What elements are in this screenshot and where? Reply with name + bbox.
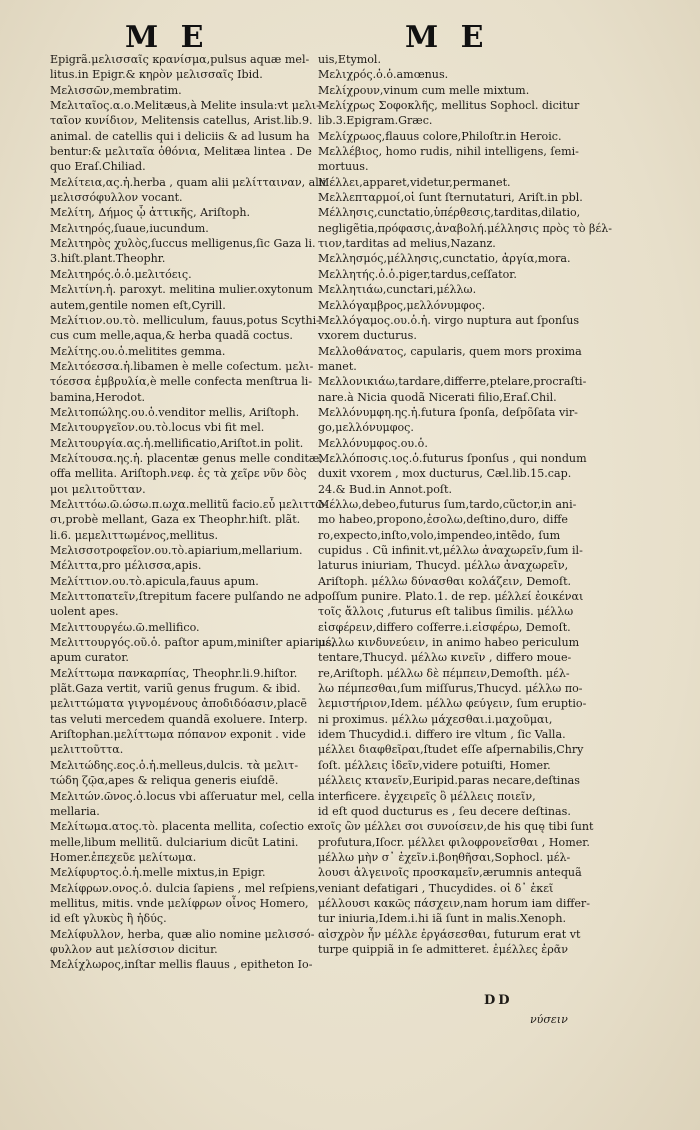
text-line: Homer.ἐπεχεῦε μελίτωμα.	[50, 850, 197, 864]
text-line: Μελίχρως Σοφοκλῆς, mellitus Sophocl. dicitur	[318, 99, 580, 113]
text-line: μελιττώματα γιγνομένους ἀποδιδόασιν,placē	[50, 697, 307, 711]
text-line: Μελλόποσις.ιος.ὁ.futurus ſponſus , qui nondum	[318, 451, 587, 465]
text-line: poſſum punire. Plato.1. de rep. μέλλεί ἐοικέναι	[318, 590, 584, 604]
text-line: Μελιττόω.ῶ.ώσω.π.ωχα.mellitũ facio.εὖ μελιττῶ-	[50, 497, 329, 511]
text-line: 24.& Bud.in Annot.poſt.	[318, 482, 453, 496]
text-line: apum curator.	[50, 651, 129, 665]
text-line: τώδη ζῷα,apes & reliqua generis eiuſdē.	[50, 774, 279, 788]
text-line: σι,probè mellant, Gaza ex Theophr.hiſt. plãt.	[50, 513, 301, 527]
text-line: Μελλόγαμβρος,μελλόνυμφος.	[318, 298, 486, 312]
text-line: ſoſt. μέλλεις ἰδεῖν,videre potuiſti, Homer.	[318, 758, 551, 772]
text-line: duxit vxorem , mox ducturus, Cæl.lib.15.cap.	[318, 467, 572, 481]
text-line: Μελιτουργία.ας.ἡ.mellificatio,Ariſtot.in polit.	[50, 436, 304, 450]
text-line: tentare,Thucyd. μέλλω κινεῖν , differo moue-	[318, 651, 572, 665]
text-line: Μελλησμός,μέλλησις,cunctatio, ἀργία,mora.	[318, 252, 571, 266]
text-line: li.6. μεμελιττωμένος,mellitus.	[50, 528, 219, 542]
text-line: quo Eraſ.Chiliad.	[50, 160, 146, 174]
text-line: Μελιταῖος.α.ο.Melitæus,à Melite insula:vt μελι-	[50, 99, 320, 113]
text-line: Μελίχλωρος,inſtar mellis flauus , epitheton Io-	[50, 958, 313, 972]
text-line: uis,Etymol.	[318, 53, 382, 66]
text-line: mellaria.	[50, 804, 100, 818]
text-line: veniant defatigari , Thucydides. οἱ δ᾽ ἐκεῖ	[318, 881, 554, 895]
text-line: Μελλητής.ὁ.ὁ.piger,tardus,ceſſator.	[318, 267, 517, 281]
text-line: μέλλουσι κακῶς πάσχειν,nam horum iam differ-	[318, 896, 590, 910]
text-line: μέλλει διαφθεῖραι,ſtudet eſſe aſpernabilis,Chry	[318, 743, 584, 757]
text-line: Epigrã.μελισσαῖς κρανίσμα,pulsus aquæ mel-	[50, 53, 310, 66]
text-line: ταῖον κυνίδιον, Melitensis catellus, Arist.lib.9.	[50, 114, 313, 128]
text-line: bamina,Herodot.	[50, 390, 146, 404]
text-line: go,μελλόνυμφος.	[318, 421, 414, 435]
text-line: Μελιχρός.ὁ.ὁ.amœnus.	[318, 68, 449, 82]
text-line: Μελλόνυμφος.ου.ὁ.	[318, 436, 428, 450]
text-line: τοῖς ἄλλοις ,futurus eſt talibus ſimilis. μέλλω	[318, 605, 574, 619]
text-line: λω πέμπεσθαι,ſum miſſurus,Thucyd. μέλλω πο-	[318, 682, 583, 696]
text-line: uolent apes.	[50, 605, 119, 619]
text-line: Μέλλησις,cunctatio,ὑπέρθεσις,tarditas,dilatio,	[318, 206, 581, 220]
text-line: μοι μελιτοῦτταν.	[50, 482, 146, 496]
text-line: μέλλω μὴν σ᾽ ἐχεῖν.i.βοηθῆσαι,Sophocl. μέλ-	[318, 850, 571, 864]
text-line: id eſt γλυκὺς ἢ ἡδύς.	[50, 912, 167, 926]
text-line: ro,expecto,inſto,volo,impendeo,intẽdo, ſum	[318, 528, 561, 542]
text-line: tas veluti mercedem quandã exoluere. Interp.	[50, 712, 308, 726]
text-line: laturus iniuriam, Thucyd. μέλλω ἀναχωρεῖν,	[318, 559, 569, 573]
text-line: bentur:& μελιταῖα ὀθόνια, Melitæa lintea . De	[50, 145, 312, 159]
text-line: Μελιτών.ῶνος.ὁ.locus vbi aſſeruatur mel, cella	[50, 789, 315, 803]
text-line: εἰσφέρειν,differo coſferre.i.εἰσφέρω, Demoſt.	[318, 620, 571, 634]
text-line: Μελλητιάω,cunctari,μέλλω.	[318, 283, 477, 297]
text-line: Μελλοθάνατος, capularis, quem mors proxima	[318, 344, 582, 358]
right-column	[318, 52, 613, 957]
text-line: re,Ariſtoph. μέλλω δὲ πέμπειν,Demoſth. μέλ-	[318, 666, 570, 680]
text-line: Μελίφυρτος.ὁ.ἡ.melle mixtus,in Epigr.	[50, 866, 266, 880]
text-line: 3.hiſt.plant.Theophr.	[50, 252, 166, 266]
text-line: λεμιστήριον,Idem. μέλλω φεύγειν, ſum eruptio-	[318, 697, 587, 711]
text-line: Μελλέβιος, homo rudis, nihil intelligens, ſemi-	[318, 145, 579, 159]
text-line: τιον,tarditas ad melius,Nazanz.	[318, 237, 496, 251]
text-line: cupidus . Cũ infinit.vt,μέλλω ἀναχωρεῖν,ſum il-	[318, 544, 583, 557]
header-left: M E	[125, 20, 210, 55]
text-line: Μελιτώδης.εος.ὁ.ἡ.melleus,dulcis. τὰ μελιτ-	[50, 758, 299, 772]
text-line: Μελίτιον.ου.τὸ. melliculum, fauus,potus Scythi-	[50, 313, 320, 327]
text-line: Μελισσῶν,membratim.	[50, 83, 182, 97]
text-line: tur iniuria,Idem.i.hi iã ſunt in malis.Xenoph.	[318, 912, 566, 926]
text-line: mellitus, mitis. vnde μελίφρων οἶνος Homero,	[50, 896, 309, 910]
text-line: autem,gentile nomen eſt,Cyrill.	[50, 298, 226, 312]
text-line: Μελίττιον.ου.τὸ.apicula,fauus apum.	[50, 574, 259, 588]
text-line: Μελίττωμα πανκαρπίας, Theophr.li.9.hiſtor.	[50, 666, 298, 680]
signature-mark: DD	[484, 993, 513, 1008]
text-line: lib.3.Epigram.Græc.	[318, 114, 433, 128]
text-line: Μελλόγαμος.ου.ὁ.ἡ. virgo nuptura aut ſponſus	[318, 313, 580, 327]
catchword: νύσειν	[530, 1013, 568, 1026]
text-line: cus cum melle,aqua,& herba quadã coctus.	[50, 329, 293, 343]
text-line: Μελιτηρός,ſuaue,iucundum.	[50, 221, 209, 235]
text-line: Μελίτης.ου.ὁ.melitites gemma.	[50, 344, 226, 358]
text-line: turpe quippiã in ſe admitteret. ἐμέλλες ἐρᾶν	[318, 942, 569, 956]
text-line: Ariſtophan.μελίττωμα πόπανον exponit . vide	[50, 728, 306, 742]
text-line: Μελίτεια,ας.ἡ.herba , quam alii μελίτταιναν, alii	[50, 175, 326, 189]
text-line: Μελίχρουν,vinum cum melle mixtum.	[318, 83, 530, 97]
text-line: Μελιτίνη.ἡ. paroxyt. melitina mulier.oxytonum	[50, 283, 313, 297]
text-line: interficere. ἐγχειρεῖς ὃ μέλλεις ποιεῖν,	[318, 789, 536, 803]
text-line: μελισσόφυλλον vocant.	[50, 191, 183, 205]
text-line: Μελιτοπώλης.ου.ὁ.venditor mellis, Ariſtoph.	[50, 405, 300, 419]
text-line: Μελλόνυμφη.ης.ἡ.futura ſponſa, deſpõſata vir-	[318, 405, 578, 419]
text-line: Μελλονικιάω,tardare,differre,ptelare,procraſti-	[318, 375, 587, 389]
text-line: τόεσσα ἐμβρυλία,è melle confecta menſtrua li-	[50, 375, 313, 389]
text-line: μελιττοῦττα.	[50, 743, 124, 757]
text-line: mortuus.	[318, 160, 369, 174]
header-right: M E	[405, 20, 490, 55]
text-line: Μελίχρωος,flauus colore,Philoſtr.in Heroic.	[318, 129, 562, 143]
text-line: Μελίφυλλον, herba, quæ alio nomine μελισσό-	[50, 927, 315, 941]
text-line: mo habeo,propono,ἐσολω,deſtino,duro, diffe	[318, 513, 568, 527]
text-line: τοῖς ὢν μέλλει σοι συνοίσειν,de his quę tibi ſunt	[318, 820, 594, 834]
text-line: Μέλλω,debeo,futurus ſum,tardo,cũctor,in ani-	[318, 497, 577, 511]
text-line: offa mellita. Ariſtoph.νεφ. ἐς τὰ χεῖρε νῦν δὸς	[50, 467, 307, 481]
text-line: plãt.Gaza vertit, variũ genus frugum. & ibid.	[50, 682, 301, 696]
text-line: Μελίτουσα.ης.ἡ. placentæ genus melle conditæ,	[50, 451, 323, 465]
text-line: Μελιττουργός.οῦ.ὁ. paſtor apum,miniſter apiarius,	[50, 636, 335, 650]
text-line: Μελιτηρός.ὁ.ὁ.μελιτόεις.	[50, 267, 192, 281]
text-line: animal. de catellis qui i deliciis & ad lusum ha	[50, 129, 310, 143]
text-line: Μελίτη, Δήμος ᾧ ἀττικῆς, Ariſtoph.	[50, 206, 251, 220]
text-line: id eſt quod ducturus es , ſeu decere deſtinas.	[318, 804, 571, 818]
text-line: vxorem ducturus.	[318, 329, 417, 343]
text-line: Μελιττοπατεῖν,ſtrepitum facere pulſando ne ad-	[50, 590, 323, 604]
text-line: Μελίφρων.ονος.ὁ. dulcia ſapiens , mel reſpiens,	[50, 881, 319, 895]
left-column	[50, 52, 335, 973]
text-line: Μελίτωμα.ατος.τὸ. placenta mellita, coſectio ex	[50, 820, 321, 834]
text-line: Μέλιττα,pro μέλισσα,apis.	[50, 559, 202, 573]
text-line: αἰσχρὸν ἦν μέλλε ἐργάσεσθαι, futurum erat vt	[318, 927, 581, 941]
text-line: negligẽtia,πρόφασις,ἀναβολή.μέλλησις πρὸς τὸ βέλ-	[318, 221, 613, 235]
text-line: Μελιττουργέω.ῶ.mellifico.	[50, 620, 200, 634]
text-line: manet.	[318, 359, 357, 373]
text-line: φυλλον aut μελίσσιον dicitur.	[50, 942, 218, 956]
text-line: litus.in Epigr.& κηρὸν μελισσαῖς Ibid.	[50, 68, 263, 82]
text-line: μέλλεις κτανεῖν,Euripid.paras necare,deſtinas	[318, 774, 580, 788]
text-line: Μελλεπταρμοί,οἱ ſunt ſternutaturi, Ariſt.in pbl.	[318, 191, 583, 205]
text-line: Μέλλει,apparet,videtur,permanet.	[318, 175, 511, 189]
text-line: μέλλω κινδυνεύειν, in animo habeo periculum	[318, 636, 580, 650]
text-line: Ariſtoph. μέλλω δύνασθαι κολάζειν, Demoſt.	[318, 574, 572, 588]
text-line: ni proximus. μέλλω μάχεσθαι.i.μαχοῦμαι,	[318, 712, 553, 726]
text-line: nare.à Nicia quodã Nicerati filio,Eraſ.Chil.	[318, 390, 557, 404]
text-line: Μελιτόεσσα.ἡ.libamen è melle coſectum. μελι-	[50, 359, 314, 373]
text-line: Μελιτηρὸς χυλὸς,ſuccus melligenus,ſic Gaza li.	[50, 237, 316, 251]
text-line: profutura,Iſocr. μέλλει φιλοφρονεῖσθαι , Homer.	[318, 835, 590, 849]
text-line: Μελισσοτροφεῖον.ου.τὸ.apiarium,mellarium.	[50, 544, 303, 557]
text-line: idem Thucydid.i. differo ire vltum , ſic Valla.	[318, 728, 566, 742]
text-line: Μελιτουργεῖον.ου.τὸ.locus vbi fit mel.	[50, 421, 265, 435]
text-line: λουσι ἀλγεινοῖς προσκαμεῖν,ærumnis antequã	[318, 866, 582, 880]
text-line: melle,libum mellitũ. dulciarium dicũt Latini.	[50, 835, 299, 849]
